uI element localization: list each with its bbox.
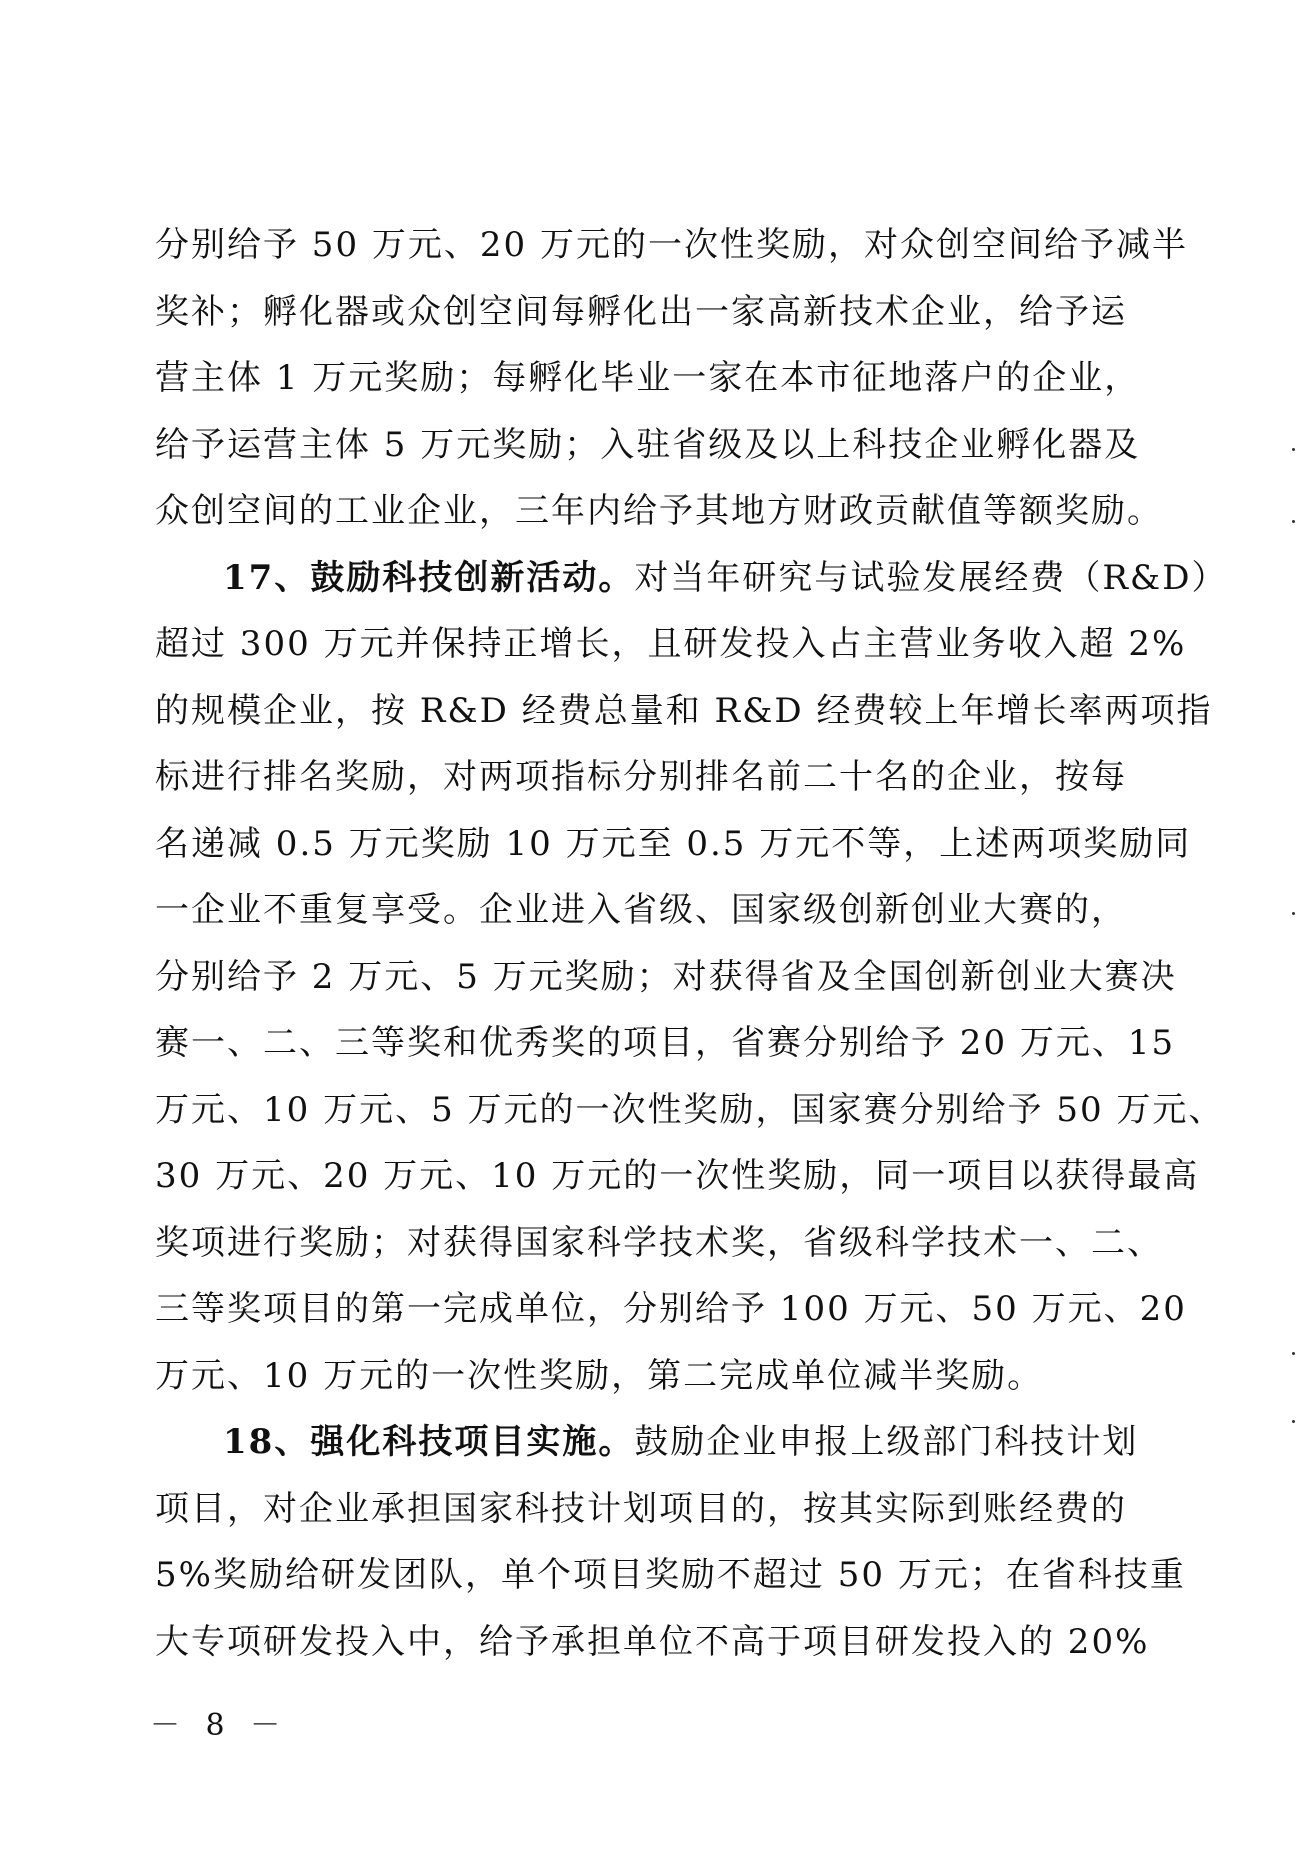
text-line: 营主体 1 万元奖励；每孵化毕业一家在本市征地落户的企业， <box>155 358 1141 398</box>
scan-speck <box>1292 1352 1295 1355</box>
text-line: 标进行排名奖励，对两项指标分别排名前二十名的企业，按每 <box>155 757 1127 797</box>
scan-speck <box>1292 1420 1295 1423</box>
text-line: 奖补；孵化器或众创空间每孵化出一家高新技术企业，给予运 <box>155 291 1127 332</box>
text-line: 5%奖励给研发团队，单个项目奖励不超过 50 万元；在省科技重 <box>155 1555 1186 1595</box>
text-line: 奖项进行奖励；对获得国家科学技术奖，省级科学技术一、二、 <box>155 1222 1163 1263</box>
text-line: 30 万元、20 万元、10 万元的一次性奖励，同一项目以获得最高 <box>155 1156 1200 1196</box>
text-line: 分别给予 50 万元、20 万元的一次性奖励，对众创空间给予减半 <box>155 225 1188 265</box>
text-line: 众创空间的工业企业，三年内给予其地方财政贡献值等额奖励。 <box>155 491 1163 531</box>
page-number: － 8 － <box>150 1708 289 1743</box>
text-line: 超过 300 万元并保持正增长，且研发投入占主营业务收入超 2% <box>155 624 1187 664</box>
scan-speck <box>1292 912 1295 915</box>
text-line: 赛一、二、三等奖和优秀奖的项目，省赛分别给予 20 万元、15 <box>155 1023 1176 1063</box>
scan-speck <box>1292 520 1295 523</box>
body-text <box>155 212 1228 1675</box>
text-line: 三等奖项目的第一完成单位，分别给予 100 万元、50 万元、20 <box>155 1289 1187 1329</box>
text-line: 万元、10 万元、5 万元的一次性奖励，国家赛分别给予 50 万元、 <box>155 1089 1225 1130</box>
section-heading-18: 18、强化科技项目实施。 <box>223 1422 635 1462</box>
text-line: 一企业不重复享受。企业进入省级、国家级创新创业大赛的， <box>155 890 1127 930</box>
text-line: 万元、10 万元的一次性奖励，第二完成单位减半奖励。 <box>155 1355 1044 1396</box>
text-line: 名递减 0.5 万元奖励 10 万元至 0.5 万元不等，上述两项奖励同 <box>155 823 1192 864</box>
text-line: 18、强化科技项目实施。鼓励企业申报上级部门科技计划 <box>223 1422 1139 1462</box>
text-line: 分别给予 2 万元、5 万元奖励；对获得省及全国创新创业大赛决 <box>155 956 1177 997</box>
text-line: 的规模企业，按 R&D 经费总量和 R&D 经费较上年增长率两项指 <box>155 690 1213 731</box>
text-line: 给予运营主体 5 万元奖励；入驻省级及以上科技企业孵化器及 <box>155 424 1141 465</box>
text-line: 大专项研发投入中，给予承担单位不高于项目研发投入的 20% <box>155 1621 1150 1662</box>
section-heading-17: 17、鼓励科技创新活动。 <box>223 557 635 598</box>
text-line: 项目，对企业承担国家科技计划项目的，按其实际到账经费的 <box>155 1488 1127 1529</box>
text-line: 17、鼓励科技创新活动。对当年研究与试验发展经费（R&D） <box>223 557 1228 598</box>
scan-speck <box>1292 448 1295 451</box>
